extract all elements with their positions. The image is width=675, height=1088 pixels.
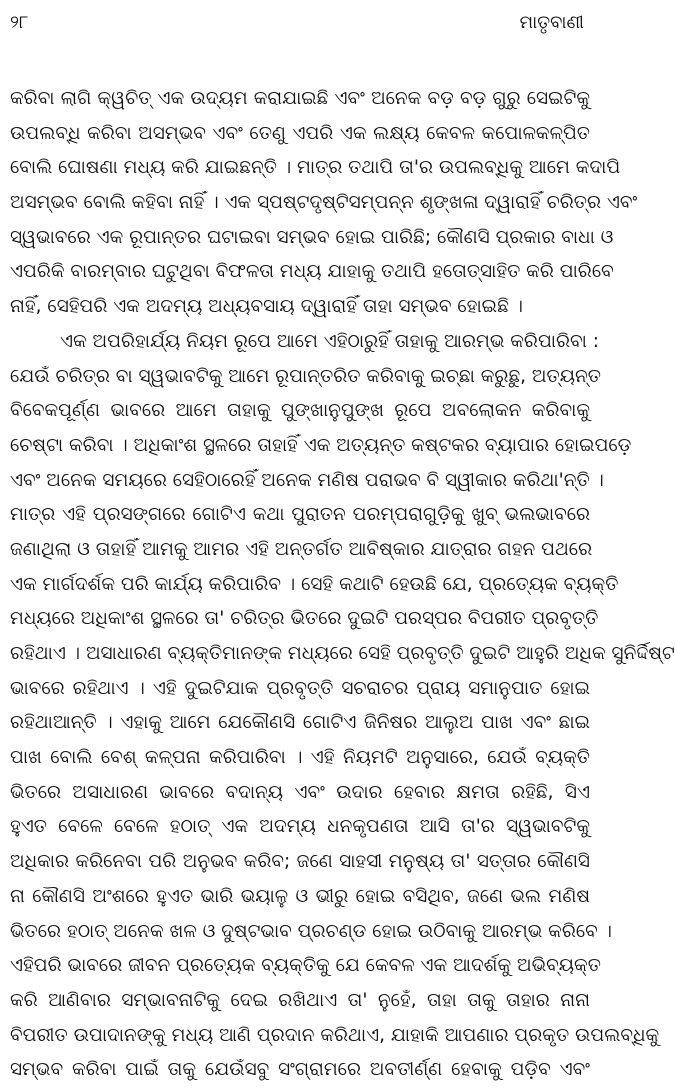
text-line: ଜଣାଥିଲା ଓ ତାହାହିଁ ଆମକୁ ଆମର ଏହି ଅନ୍ତର୍ଗତ ଆବିଷ୍କାର ଯାତ୍ରାର ଗହନ ପଥରେ: [10, 538, 593, 560]
text-line: ବୋଲି ଘୋଷଣା ମଧ୍ୟ କରି ଯାଇଛନ୍ତି । ମାତ୍ର ତଥାପି ତା'ର ଉପଲବ୍ଧିକୁ ଆମେ କଦାପି: [10, 157, 621, 179]
text-line: ନା କୌଣସି ଅଂଶରେ ହୁଏତ ଭାରି ଭୟାଳୁ ଓ ଭୀରୁ ହୋଇ ବସିଥିବ, ଜଣେ ଭଲ ମଣିଷ: [10, 885, 590, 907]
text-line: ମଧ୍ୟରେ ଅଧିକାଂଶ ସ୍ଥଳରେ ତା' ଚରିତ୍ର ଭିତରେ ଦୁଇଟି ପରସ୍ପର ବିପରୀତ ପ୍ରବୃତ୍ତି: [10, 608, 599, 630]
text-line: କରି ଆଣିବାର ସମ୍ଭାବନାଟିକୁ ଦେଇ ରଖିଥାଏ ତା' ନୁହେଁ, ତାହା ତାକୁ ତାହାର ନାନା: [10, 989, 590, 1011]
text-line: ରହିଥାଏ । ଅସାଧାରଣ ବ୍ୟକ୍ତିମାନଙ୍କ ମଧ୍ୟରେ ସେହି ପ୍ରବୃତ୍ତି ଦୁଇଟି ଆହୁରି ଅଧିକ ସୁନିର୍ଦ୍ଦିଷ୍ଟ: [10, 643, 675, 664]
text-line: ଏପରିକି ବାରମ୍ବାର ଘଟୁଥିବା ବିଫଳତା ମଧ୍ୟ ଯାହାକୁ ତଥାପି ହତୋତ୍ସାହିତ କରି ପାରିବେ: [10, 261, 614, 283]
text-line: ବିବେକପୂର୍ଣ୍ଣ ଭାବରେ ଆମେ ତାହାକୁ ପୁଙ୍ଖାନୁପୁଙ୍ଖ ରୂପେ ଅବଲୋକନ କରିବାକୁ: [10, 400, 590, 422]
text-line: ଅସମ୍ଭବ ବୋଲି କହିବା ନାହିଁ । ଏକ ସ୍ପଷ୍ଟଦୃଷ୍ଟିସମ୍ପନ୍ନ ଶୃଙ୍ଖଳା ଦ୍ୱାରାହିଁ ଚରିତ୍ର ଏବଂ: [10, 192, 638, 214]
body-text: [10, 82, 675, 1088]
page-header: [10, 12, 584, 42]
text-line: ଭାବରେ ରହିଥାଏ । ଏହି ଦୁଇଟିଯାକ ପ୍ରବୃତ୍ତି ସଚରାଚର ପ୍ରାୟ ସମାନୁପାତ ହୋଇ: [10, 677, 590, 699]
text-line: ଭିତରେ ଅସାଧାରଣ ଭାବରେ ବଦାନ୍ୟ ଏବଂ ଉଦାର ହେବାର କ୍ଷମତା ରହିଛି, ସିଏ: [10, 781, 590, 803]
text-line: ଏହିପରି ଭାବରେ ଜୀବନ ପ୍ରତ୍ୟେକ ବ୍ୟକ୍ତିକୁ ଯେ କେବଳ ଏକ ଆଦର୍ଶକୁ ଅଭିବ୍ୟକ୍ତ: [10, 955, 601, 977]
text-line: ଅଧିକାର କରିନେବା ପରି ଅନୁଭବ କରିବ; ଜଣେ ସାହସୀ ମନୁଷ୍ୟ ତା' ସତ୍ତାର କୌଣସି: [10, 851, 590, 873]
text-line: ଯେଉଁ ଚରିତ୍ର ବା ସ୍ୱଭାବଟିକୁ ଆମେ ରୂପାନ୍ତରିତ କରିବାକୁ ଇଚ୍ଛା କରୁଛୁ, ଅତ୍ୟନ୍ତ: [10, 365, 601, 387]
text-line: ନାହିଁ, ସେହିପରି ଏକ ଅଦମ୍ୟ ଅଧ୍ୟବସାୟ ଦ୍ୱାରାହିଁ ତାହା ସମ୍ଭବ ହୋଇଛି ।: [10, 296, 524, 318]
text-line: କରିବା ଲାଗି କ୍ୱଚିତ୍ ଏକ ଉଦ୍ୟମ କରାଯାଇଛି ଏବଂ ଅନେକ ବଡ଼ ବଡ଼ ଗୁରୁ ସେଇଟିକୁ: [10, 88, 590, 109]
text-line: ମାତ୍ର ଏହି ପ୍ରସଙ୍ଗରେ ଗୋଟିଏ କଥା ପୁରାତନ ପରମ୍ପରାଗୁଡ଼ିକୁ ଖୁବ୍ ଭଲଭାବରେ: [10, 504, 590, 526]
text-line: ଏକ ମାର୍ଗଦର୍ଶକ ପରି କାର୍ଯ୍ୟ କରିପାରିବ । ସେହି କଥାଟି ହେଉଛି ଯେ, ପ୍ରତ୍ୟେକ ବ୍ୟକ୍ତି: [10, 573, 619, 595]
running-title: ମାତୃବାଣୀ: [519, 12, 584, 33]
text-line: ଉପଲବ୍ଧି କରିବା ଅସମ୍ଭବ ଏବଂ ତେଣୁ ଏପରି ଏକ ଲକ୍ଷ୍ୟ କେବଳ କପୋଳକଳ୍ପିତ: [10, 122, 590, 144]
text-line: ସମ୍ଭବ କରିବା ପାଇଁ ତାକୁ ଯେଉଁସବୁ ସଂଗ୍ରାମରେ ଅବତୀର୍ଣ୍ଣ ହେବାକୁ ପଡ଼ିବ ଏବଂ: [10, 1059, 590, 1081]
text-line: ସ୍ୱଭାବରେ ଏକ ରୂପାନ୍ତର ଘଟାଇବା ସମ୍ଭବ ହୋଇ ପାରିଛି; କୌଣସି ପ୍ରକାର ବାଧା ଓ: [10, 226, 614, 248]
text-line: ପାଖ ବୋଲି ବେଶ୍ କଳ୍ପନା କରିପାରିବା । ଏହି ନିୟମଟି ଅନୁସାରେ, ଯେଉଁ ବ୍ୟକ୍ତି: [10, 747, 590, 769]
text-line: ଚେଷ୍ଟା କରିବା । ଅଧିକାଂଶ ସ୍ଥଳରେ ତାହାହିଁ ଏକ ଅତ୍ୟନ୍ତ କଷ୍ଟକର ବ୍ୟାପାର ହୋଇପଡ଼େ: [10, 434, 632, 456]
text-line: ବିପରୀତ ଉପାଦାନଙ୍କୁ ମଧ୍ୟ ଆଣି ପ୍ରଦାନ କରିଥାଏ, ଯାହାକି ଆପଣାର ପ୍ରକୃତ ଉପଲବ୍ଧିକୁ: [10, 1024, 660, 1046]
text-line: ରହିଥାଆନ୍ତି । ଏହାକୁ ଆମେ ଯେକୌଣସି ଗୋଟିଏ ଜିନିଷର ଆଲୁଅ ପାଖ ଏବଂ ଛାଇ: [10, 712, 590, 734]
text-line: ଭିତରେ ହଠାତ୍ ଅନେକ ଖଳ ଓ ଦୁଷ୍ଟଭାବ ପ୍ରଚଣ୍ଡ ହୋଇ ଉଠିବାକୁ ଆରମ୍ଭ କରିବେ ।: [10, 920, 612, 942]
text-line: ହୁଏତ ବେଳେ ବେଳେ ହଠାତ୍ ଏକ ଅଦମ୍ୟ ଧନକୃପଣତା ଆସି ତା'ର ସ୍ୱଭାବଟିକୁ: [10, 816, 590, 838]
page-number: ୨୮: [10, 12, 29, 33]
text-line: ଏବଂ ଅନେକ ସମୟରେ ସେହିଠାରେହିଁ ଅନେକ ମଣିଷ ପରାଭବ ବି ସ୍ୱୀକାର କରିଥା'ନ୍ତି ।: [10, 469, 604, 491]
paragraph-first-line: ଏକ ଅପରିହାର୍ଯ୍ୟ ନିୟମ ରୂପେ ଆମେ ଏହିଠାରୁହିଁ ତାହାକୁ ଆରମ୍ଭ କରିପାରିବା :: [60, 330, 599, 352]
